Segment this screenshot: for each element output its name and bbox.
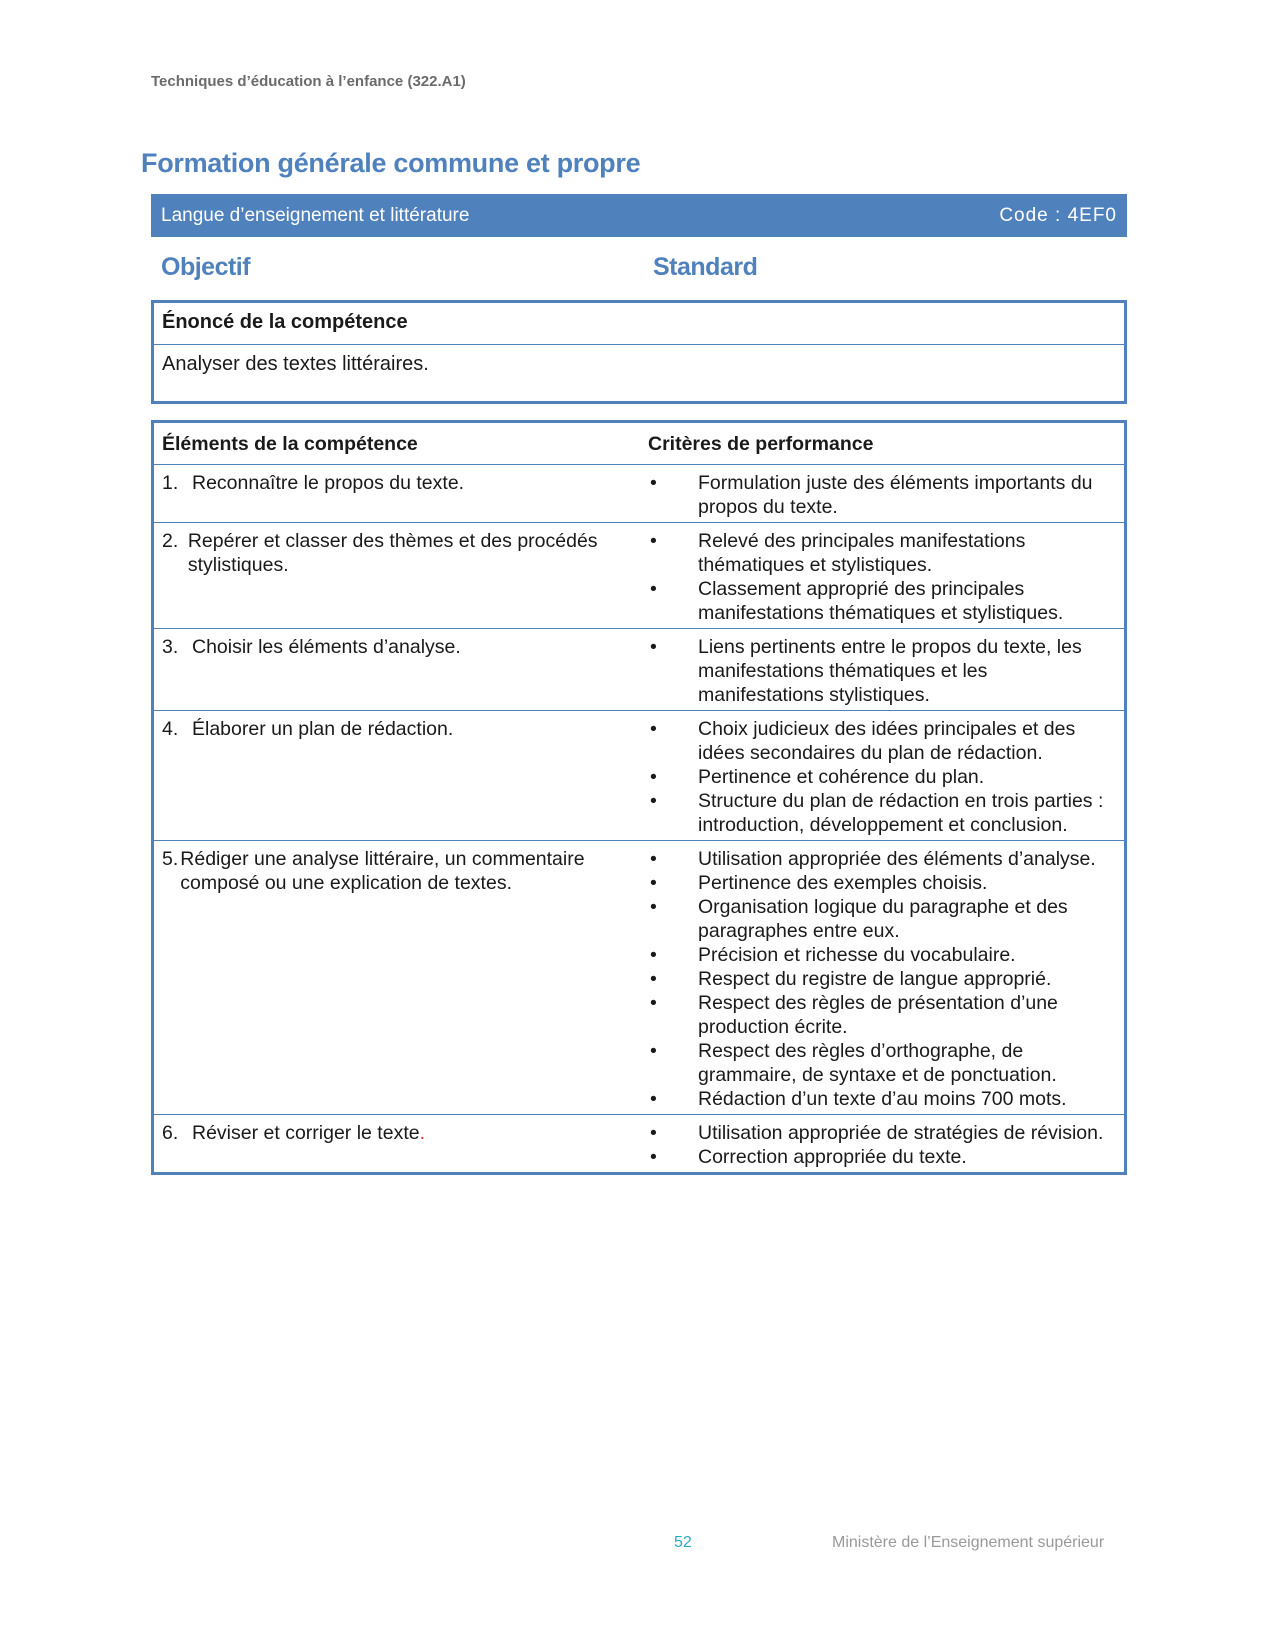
- criteria-cell: [640, 711, 1126, 841]
- section-title: Formation générale commune et propre: [141, 148, 641, 178]
- criteria-cell: [640, 629, 1126, 711]
- criterion-item: [648, 717, 1116, 765]
- table-row: [153, 465, 1126, 523]
- table-row: [153, 711, 1126, 841]
- criterion-item: [648, 1039, 1116, 1087]
- element-text: [192, 1121, 425, 1145]
- element-label: Repérer et classer des thèmes et des procédés stylistiques.: [187, 530, 598, 576]
- enonce-heading: Énoncé de la compétence: [154, 303, 1124, 345]
- criterion-text: Utilisation appropriée de stratégies de révision.: [698, 1122, 1104, 1144]
- element-text: [192, 471, 464, 495]
- bullet-icon: •: [650, 790, 657, 812]
- element-text: [188, 529, 632, 577]
- criterion-text: Liens pertinents entre le propos du texte, les manifestations thématiques et les manifestations stylistiques.: [698, 636, 1082, 706]
- element-cell: [153, 629, 641, 711]
- criterion-item: [648, 1145, 1116, 1169]
- criterion-text: Respect des règles de présentation d’une production écrite.: [698, 992, 1058, 1038]
- criteria-cell: [640, 1115, 1126, 1174]
- criterion-text: Respect des règles d’orthographe, de grammaire, de syntaxe et de ponctuation.: [698, 1040, 1057, 1086]
- bullet-icon: •: [650, 848, 657, 870]
- competence-table: [151, 420, 1127, 1175]
- enonce-text: Analyser des textes littéraires.: [162, 353, 429, 375]
- criterion-text: Utilisation appropriée des éléments d’analyse.: [698, 848, 1096, 870]
- element-cell: [153, 1115, 641, 1174]
- objectif-label: Objectif: [161, 253, 251, 281]
- bullet-icon: •: [650, 1122, 657, 1144]
- col-elements-header: Éléments de la compétence: [162, 433, 418, 455]
- bullet-icon: •: [650, 896, 657, 918]
- element-end: .: [419, 1122, 426, 1144]
- criterion-text: Choix judicieux des idées principales et des idées secondaires du plan de rédaction.: [698, 718, 1076, 764]
- bullet-icon: •: [650, 968, 657, 990]
- element-number: 5.: [162, 848, 179, 870]
- element-number: 3.: [162, 636, 179, 658]
- criterion-text: Respect du registre de langue approprié.: [698, 968, 1052, 990]
- element-number: 2.: [162, 530, 179, 552]
- criteria-cell: [640, 841, 1126, 1115]
- bullet-icon: •: [650, 766, 657, 788]
- element-cell: [153, 711, 641, 841]
- criterion-text: Relevé des principales manifestations thématiques et stylistiques.: [698, 530, 1026, 576]
- criterion-item: [648, 991, 1116, 1039]
- criterion-text: Formulation juste des éléments importants du propos du texte.: [698, 472, 1093, 518]
- course-code: Code : 4EF0: [999, 204, 1117, 226]
- bullet-icon: •: [650, 636, 657, 658]
- criterion-item: [648, 967, 1116, 991]
- enonce-box: [151, 300, 1127, 404]
- standard-label: Standard: [653, 253, 758, 281]
- footer-ministry: Ministère de l’Enseignement supérieur: [832, 1534, 1105, 1551]
- bullet-icon: •: [650, 1088, 657, 1110]
- table-row: [153, 523, 1126, 629]
- element-cell: [153, 841, 641, 1115]
- course-title: Langue d’enseignement et littérature: [161, 204, 470, 226]
- criterion-text: Correction appropriée du texte.: [698, 1146, 967, 1168]
- running-header: Techniques d’éducation à l’enfance (322.A1): [151, 73, 466, 90]
- criterion-item: [648, 765, 1116, 789]
- criterion-item: [648, 847, 1116, 871]
- criterion-item: [648, 635, 1116, 707]
- col-criteria-header: Critères de performance: [648, 433, 874, 455]
- element-cell: [153, 465, 641, 523]
- criterion-text: Pertinence et cohérence du plan.: [698, 766, 985, 788]
- bullet-icon: •: [650, 578, 657, 600]
- element-label: Rédiger une analyse littéraire, un commentaire composé ou une explication de textes.: [180, 848, 585, 894]
- criterion-item: [648, 789, 1116, 837]
- element-number: 1.: [162, 472, 179, 494]
- criterion-item: [648, 1121, 1116, 1145]
- criterion-item: [648, 943, 1116, 967]
- table-row: [153, 629, 1126, 711]
- criteria-cell: [640, 465, 1126, 523]
- criteria-cell: [640, 523, 1126, 629]
- element-number: 4.: [162, 718, 179, 740]
- bullet-icon: •: [650, 472, 657, 494]
- criterion-item: [648, 471, 1116, 519]
- criterion-text: Organisation logique du paragraphe et des paragraphes entre eux.: [698, 896, 1068, 942]
- bullet-icon: •: [650, 530, 657, 552]
- bullet-icon: •: [650, 1146, 657, 1168]
- criterion-item: [648, 1087, 1116, 1111]
- criterion-text: Précision et richesse du vocabulaire.: [698, 944, 1016, 966]
- criterion-text: Classement approprié des principales manifestations thématiques et stylistiques.: [698, 578, 1064, 624]
- criterion-text: Rédaction d’un texte d’au moins 700 mots.: [698, 1088, 1067, 1110]
- course-bar: [151, 194, 1127, 237]
- bullet-icon: •: [650, 944, 657, 966]
- criterion-item: [648, 577, 1116, 625]
- element-label: Choisir les éléments d’analyse.: [192, 636, 461, 658]
- element-text: [180, 847, 632, 895]
- element-label: Élaborer un plan de rédaction.: [192, 718, 454, 740]
- criterion-item: [648, 529, 1116, 577]
- criterion-text: Structure du plan de rédaction en trois parties : introduction, développement et conclusion.: [698, 790, 1104, 836]
- element-label: Réviser et corriger le texte: [192, 1122, 420, 1144]
- element-cell: [153, 523, 641, 629]
- table-row: [153, 1115, 1126, 1174]
- page-number: 52: [674, 1534, 692, 1551]
- element-number: 6.: [162, 1122, 179, 1144]
- element-text: [192, 635, 461, 659]
- bullet-icon: •: [650, 872, 657, 894]
- element-label: Reconnaître le propos du texte.: [192, 472, 465, 494]
- criterion-item: [648, 895, 1116, 943]
- criterion-item: [648, 871, 1116, 895]
- table-row: [153, 841, 1126, 1115]
- bullet-icon: •: [650, 718, 657, 740]
- element-text: [192, 717, 453, 741]
- bullet-icon: •: [650, 1040, 657, 1062]
- criterion-text: Pertinence des exemples choisis.: [698, 872, 988, 894]
- bullet-icon: •: [650, 992, 657, 1014]
